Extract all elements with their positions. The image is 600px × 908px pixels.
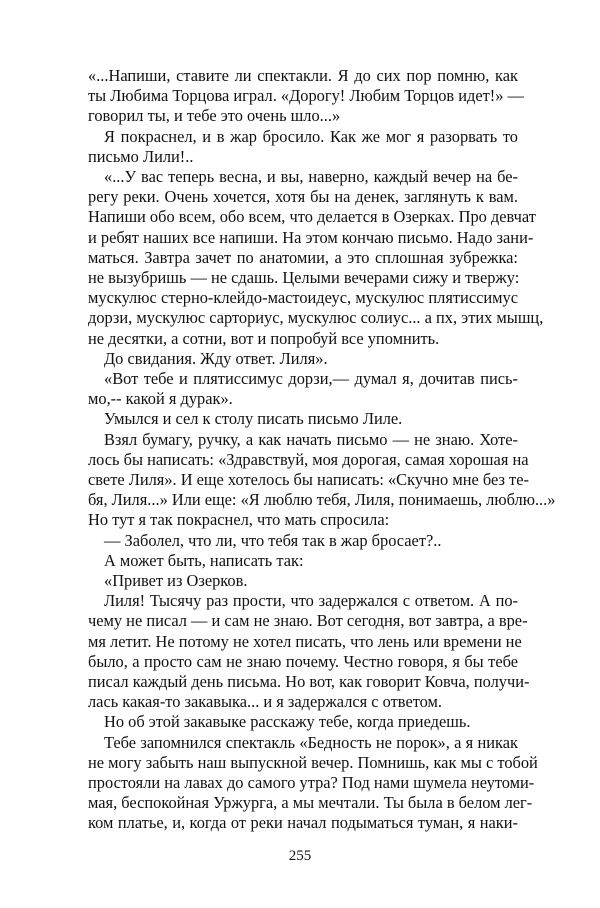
text-line: регу реки. Очень хочется, хотя бы на денек, заглянуть к вам. (88, 187, 518, 207)
text-line: «Вот тебе и плятиссимус дорзи,— думал я, дочитав пись- (104, 369, 518, 388)
text-line: мускулюс стерно-клейдо-мастоидеус, мускулюс плятиссимус (88, 288, 518, 308)
text-line: писал каждый день письма. Но вот, как говорит Ковча, получи- (88, 672, 530, 691)
text-line: Но об этой закавыке расскажу тебе, когда приедешь. (104, 712, 471, 732)
text-line: не десятки, а сотни, вот и попробуй все упомнить. (88, 328, 440, 348)
text-line: Я покраснел, и в жар бросило. Как же мог я разорвать то (104, 126, 518, 146)
text-line: не вызубришь — не сдашь. Целыми вечерами сижу и твержу: (88, 268, 520, 287)
text-line: и ребят наших все напиши. На этом кончаю письмо. Надо зани- (88, 227, 534, 247)
text-line: ты Любима Торцова играл. «Дорогу! Любим Торцов идет!» — (88, 86, 524, 106)
text-line: До свидания. Жду ответ. Лиля». (104, 348, 328, 368)
text-line: Лиля! Тысячу раз прости, что задержался с ответом. А по- (104, 591, 518, 611)
text-line: письмо Лили!.. (88, 146, 194, 166)
text-line: маться. Завтра зачет по анатомии, а это сплошная зубрежка: (88, 247, 518, 267)
text-line: «...У вас теперь весна, и вы, наверно, каждый вечер на бе- (104, 167, 518, 186)
text-line: бя, Лиля...» Или еще: «Я люблю тебя, Лиля, понимаешь, люблю...» (88, 490, 556, 510)
text-line: — Заболел, что ли, что тебя так в жар бросает?.. (104, 530, 442, 550)
text-line: мая, беспокойная Уржурга, а мы мечтали. Ты была в белом лег- (88, 793, 533, 813)
text-line: было, а просто сам не знаю почему. Честно говоря, я бы тебе (88, 651, 518, 671)
text-line: «...Напиши, ставите ли спектакли. Я до сих пор помню, как (88, 66, 518, 85)
text-line: Тебе запомнился спектакль «Бедность не порок», а я никак (104, 732, 518, 752)
text-line: мя летит. Не потому не хотел писать, что лень или времени не (88, 631, 522, 651)
text-line: мо,-- какой я дурак». (88, 389, 233, 409)
text-line: Умылся и сел к столу писать письмо Лиле. (104, 409, 403, 429)
text-line: не могу забыть наш выпускной вечер. Помнишь, как мы с тобой (88, 752, 538, 772)
text-line: дорзи, мускулюс сарториус, мускулюс солиус... а пх, этих мышц, (88, 308, 544, 328)
text-line: Взял бумагу, ручку, а как начать письмо — не знаю. Хоте- (104, 429, 518, 449)
text-line: говорил ты, и тебе это очень шло...» (88, 106, 341, 126)
text-line: лось бы написать: «Здравствуй, моя дорогая, самая хорошая на (88, 449, 529, 469)
text-line: ком платье, и, когда от реки начал подыматься туман, я наки- (88, 813, 518, 833)
text-line: свете Лиля». И еще хотелось бы написать: «Скучно мне без те- (88, 470, 529, 489)
text-line: Напиши обо всем, обо всем, что делается в Озерках. Про девчат (88, 207, 536, 227)
text-line: простояли на лавах до самого утра? Под нами шумела неутоми- (88, 773, 535, 792)
text-line: А может быть, написать так: (104, 550, 304, 570)
text-line: Но тут я так покраснел, что мать спросила: (88, 510, 390, 530)
text-line: «Привет из Озерков. (104, 571, 248, 590)
text-line: чему не писал — и сам не знаю. Вот сегодня, вот завтра, а вре- (88, 611, 528, 631)
page-number: 255 (288, 847, 312, 864)
text-line: лась какая-то закавыка... и я задержался с ответом. (88, 692, 443, 712)
